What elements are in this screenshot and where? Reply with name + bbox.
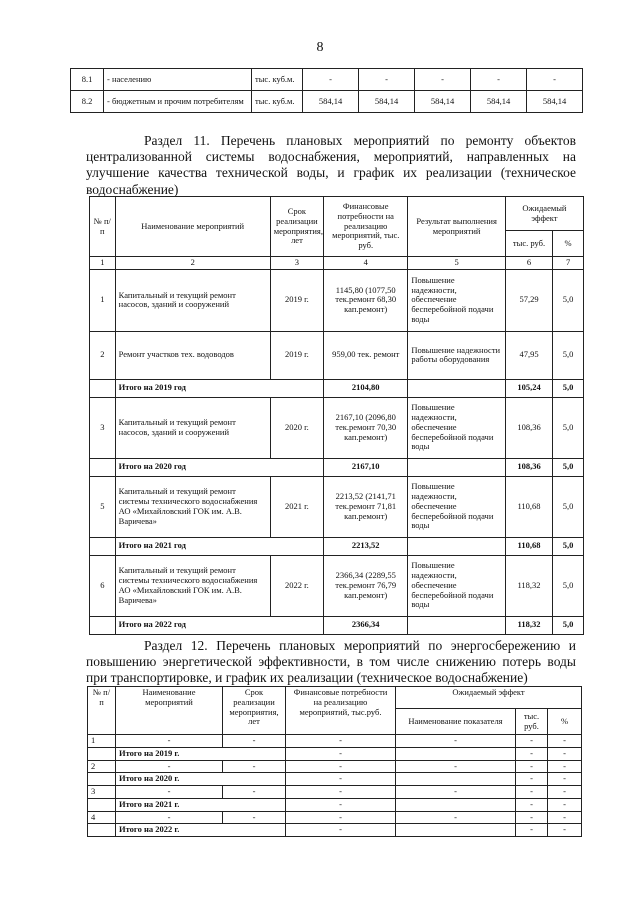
row-name: - [116, 735, 223, 748]
total-num [90, 458, 116, 476]
row-value: - [471, 69, 527, 91]
row-result: Повышение надежности работы оборудования [408, 331, 506, 379]
s11-header-rub: тыс. руб. [505, 231, 552, 257]
column-number: 5 [408, 257, 506, 270]
total-pct: - [548, 747, 582, 760]
row-pct: 5,0 [553, 269, 584, 331]
total-pct: - [548, 773, 582, 786]
row-term: - [223, 760, 286, 773]
section12-table [87, 686, 582, 837]
s12-header-finance: Финансовые потребности на реализацию мероприятий, тыс.руб. [286, 687, 396, 735]
total-row [88, 824, 582, 837]
column-number: 7 [553, 257, 584, 270]
total-rub: - [516, 824, 548, 837]
row-name: Капитальный и текущий ремонт насосов, зданий и сооружений [115, 397, 270, 458]
column-number: 4 [324, 257, 408, 270]
s11-header-result: Результат выполнения мероприятий [408, 197, 506, 257]
total-result [408, 379, 506, 397]
s12-header-indicator: Наименование показателя [396, 709, 516, 735]
total-rub: 108,36 [505, 458, 552, 476]
total-finance: 2213,52 [324, 537, 408, 555]
row-value: 584,14 [471, 91, 527, 113]
top-table [70, 68, 583, 113]
row-indicator: - [396, 735, 516, 748]
total-pct: - [548, 824, 582, 837]
total-finance: - [286, 798, 396, 811]
row-finance: 959,00 тек. ремонт [324, 331, 408, 379]
row-term: 2022 г. [270, 555, 323, 616]
total-rub: 110,68 [505, 537, 552, 555]
row-rub: 57,29 [505, 269, 552, 331]
s11-header-finance: Финансовые потребности на реализацию мероприятий, тыс. руб. [324, 197, 408, 257]
s11-header-num: № п/п [90, 197, 116, 257]
total-pct: - [548, 798, 582, 811]
total-row [88, 747, 582, 760]
row-result: Повышение надежности, обеспечение бесперебойной подачи воды [408, 397, 506, 458]
total-row [90, 616, 584, 634]
table-row [90, 476, 584, 537]
row-name: - бюджетным и прочим потребителям [104, 91, 252, 113]
row-result: Повышение надежности, обеспечение бесперебойной подачи воды [408, 269, 506, 331]
row-name: Капитальный и текущий ремонт системы технического водоснабжения АО «Михайловский ГОК им. А.В. Варичева» [115, 555, 270, 616]
page-number: 8 [316, 40, 324, 55]
row-pct: - [548, 735, 582, 748]
s12-header-name: Наименование мероприятий [116, 687, 223, 735]
total-label: Итого на 2022 г. [116, 824, 286, 837]
row-value: 584,14 [527, 91, 583, 113]
row-rub: - [516, 760, 548, 773]
row-pct: 5,0 [553, 397, 584, 458]
total-indicator [396, 798, 516, 811]
row-term: 2019 г. [270, 269, 323, 331]
s12-header-num: № п/п [88, 687, 116, 735]
row-pct: 5,0 [553, 331, 584, 379]
row-number: 6 [90, 555, 116, 616]
row-pct: - [548, 760, 582, 773]
table-row [88, 786, 582, 799]
total-row [88, 798, 582, 811]
table-row [88, 735, 582, 748]
row-value: - [303, 69, 359, 91]
row-indicator: - [396, 786, 516, 799]
total-label: Итого на 2020 год [115, 458, 323, 476]
total-num [88, 824, 116, 837]
row-pct: - [548, 786, 582, 799]
total-finance: 2104,80 [324, 379, 408, 397]
total-pct: 5,0 [553, 537, 584, 555]
row-finance: 2366,34 (2289,55 тек.ремонт 76,79 кап.ремонт) [324, 555, 408, 616]
total-result [408, 537, 506, 555]
total-indicator [396, 773, 516, 786]
s11-header-term: Срок реализации мероприятия, лет [270, 197, 323, 257]
table-row [90, 397, 584, 458]
row-finance: - [286, 735, 396, 748]
s11-header-effect: Ожидаемый эффект [505, 197, 583, 231]
total-indicator [396, 747, 516, 760]
row-unit: тыс. куб.м. [252, 91, 303, 113]
row-number: 8.2 [71, 91, 104, 113]
total-num [88, 798, 116, 811]
row-term: - [223, 811, 286, 824]
row-result: Повышение надежности, обеспечение бесперебойной подачи воды [408, 476, 506, 537]
total-num [90, 537, 116, 555]
row-rub: 110,68 [505, 476, 552, 537]
row-pct: - [548, 811, 582, 824]
row-term: 2019 г. [270, 331, 323, 379]
total-pct: 5,0 [553, 458, 584, 476]
total-num [90, 379, 116, 397]
section11-table [89, 196, 584, 635]
row-pct: 5,0 [553, 476, 584, 537]
total-rub: 118,32 [505, 616, 552, 634]
table-row [71, 91, 583, 113]
total-num [88, 747, 116, 760]
s12-header-rub: тыс. руб. [516, 709, 548, 735]
s12-header-pct: % [548, 709, 582, 735]
row-indicator: - [396, 811, 516, 824]
row-value: - [527, 69, 583, 91]
row-number: 3 [90, 397, 116, 458]
total-rub: - [516, 773, 548, 786]
row-term: - [223, 786, 286, 799]
total-row [90, 537, 584, 555]
row-rub: 108,36 [505, 397, 552, 458]
row-finance: - [286, 811, 396, 824]
row-finance: 2213,52 (2141,71 тек.ремонт 71,81 кап.ремонт) [324, 476, 408, 537]
total-label: Итого на 2020 г. [116, 773, 286, 786]
total-finance: - [286, 824, 396, 837]
total-label: Итого на 2019 г. [116, 747, 286, 760]
total-pct: 5,0 [553, 379, 584, 397]
row-number: 1 [90, 269, 116, 331]
section11-heading: Раздел 11. Перечень плановых мероприятий по ремонту объектов централизованной системы водоснабжения, мероприятий, направленных на улучшение качества технической воды, и график их реализации (техническое водоснабжение) [86, 133, 576, 197]
row-value: 584,14 [303, 91, 359, 113]
total-pct: 5,0 [553, 616, 584, 634]
s12-header-effect: Ожидаемый эффект [396, 687, 582, 709]
row-name: Ремонт участков тех. водоводов [115, 331, 270, 379]
row-term: 2021 г. [270, 476, 323, 537]
row-name: - [116, 786, 223, 799]
row-rub: - [516, 786, 548, 799]
total-indicator [396, 824, 516, 837]
row-name: Капитальный и текущий ремонт насосов, зданий и сооружений [115, 269, 270, 331]
row-name: - населению [104, 69, 252, 91]
column-number: 2 [115, 257, 270, 270]
row-number: 5 [90, 476, 116, 537]
total-rub: - [516, 747, 548, 760]
total-num [88, 773, 116, 786]
row-number: 2 [88, 760, 116, 773]
table-row [88, 760, 582, 773]
table-row [90, 331, 584, 379]
row-finance: - [286, 760, 396, 773]
row-number: 8.1 [71, 69, 104, 91]
total-result [408, 616, 506, 634]
row-result: Повышение надежности, обеспечение бесперебойной подачи воды [408, 555, 506, 616]
row-name: - [116, 811, 223, 824]
column-numbers-row [90, 257, 584, 270]
s11-header-name: Наименование мероприятий [115, 197, 270, 257]
table-row [90, 555, 584, 616]
row-rub: - [516, 811, 548, 824]
total-label: Итого на 2021 год [115, 537, 323, 555]
row-value: 584,14 [359, 91, 415, 113]
row-finance: 2167,10 (2096,80 тек.ремонт 70,30 кап.ремонт) [324, 397, 408, 458]
row-finance: - [286, 786, 396, 799]
row-pct: 5,0 [553, 555, 584, 616]
total-rub: 105,24 [505, 379, 552, 397]
table-row [90, 269, 584, 331]
row-indicator: - [396, 760, 516, 773]
row-name: - [116, 760, 223, 773]
row-unit: тыс. куб.м. [252, 69, 303, 91]
row-term: - [223, 735, 286, 748]
total-finance: 2167,10 [324, 458, 408, 476]
total-row [90, 379, 584, 397]
total-row [90, 458, 584, 476]
row-finance: 1145,80 (1077,50 тек.ремонт 68,30 кап.ремонт) [324, 269, 408, 331]
column-number: 6 [505, 257, 552, 270]
column-number: 1 [90, 257, 116, 270]
row-value: 584,14 [415, 91, 471, 113]
total-label: Итого на 2021 г. [116, 798, 286, 811]
row-rub: 118,32 [505, 555, 552, 616]
row-number: 1 [88, 735, 116, 748]
total-finance: - [286, 773, 396, 786]
s12-header-term: Срок реализации мероприятия, лет [223, 687, 286, 735]
total-row [88, 773, 582, 786]
row-term: 2020 г. [270, 397, 323, 458]
total-label: Итого на 2019 год [115, 379, 323, 397]
row-rub: 47,95 [505, 331, 552, 379]
column-number: 3 [270, 257, 323, 270]
row-number: 3 [88, 786, 116, 799]
row-value: - [415, 69, 471, 91]
total-rub: - [516, 798, 548, 811]
table-row [88, 811, 582, 824]
row-rub: - [516, 735, 548, 748]
section12-heading: Раздел 12. Перечень плановых мероприятий по энергосбережению и повышению энергетической эффективности, в том числе снижению потерь воды при транспортировке, и график их реализации (техническое водоснабжение) [86, 638, 576, 686]
total-label: Итого на 2022 год [115, 616, 323, 634]
total-num [90, 616, 116, 634]
total-finance: - [286, 747, 396, 760]
table-row [71, 69, 583, 91]
s11-header-pct: % [553, 231, 584, 257]
row-number: 2 [90, 331, 116, 379]
row-value: - [359, 69, 415, 91]
total-result [408, 458, 506, 476]
row-name: Капитальный и текущий ремонт системы технического водоснабжения АО «Михайловский ГОК им. А.В. Варичева» [115, 476, 270, 537]
row-number: 4 [88, 811, 116, 824]
total-finance: 2366,34 [324, 616, 408, 634]
